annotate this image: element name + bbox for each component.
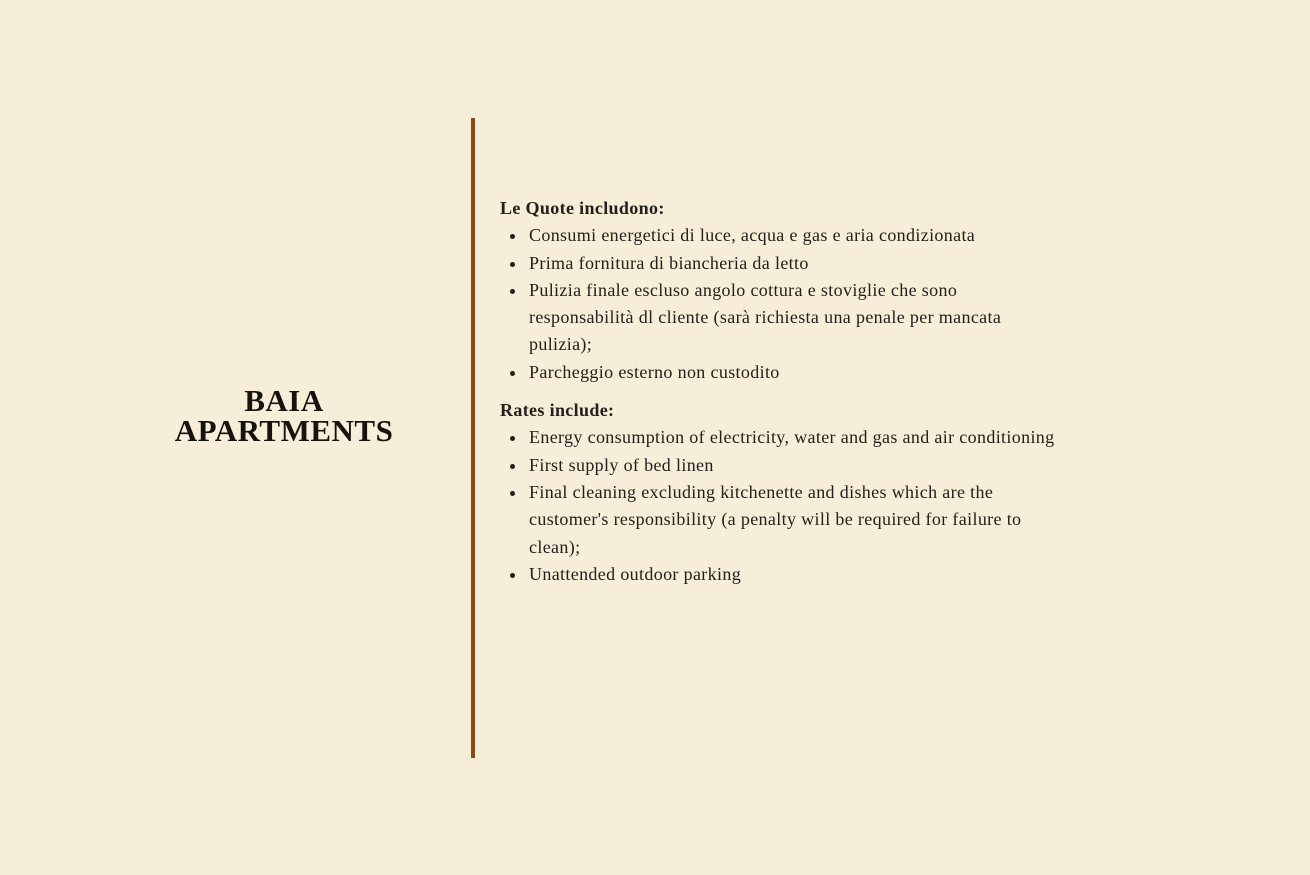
- list-item: Unattended outdoor parking: [500, 561, 1060, 588]
- list-item: Final cleaning excluding kitchenette and dishes which are the customer's responsibility (a penalty will be required for failure to clean);: [500, 479, 1060, 561]
- list-item: Energy consumption of electricity, water and gas and air conditioning: [500, 424, 1060, 451]
- list-item: Consumi energetici di luce, acqua e gas e aria condizionata: [500, 222, 1060, 249]
- list-item: Parcheggio esterno non custodito: [500, 359, 1060, 386]
- list-item: Prima fornitura di biancheria da letto: [500, 250, 1060, 277]
- list-item: Pulizia finale escluso angolo cottura e stoviglie che sono responsabilità dl cliente (sarà richiesta una penale per mancata pulizia);: [500, 277, 1060, 359]
- rates-content: [500, 195, 1060, 588]
- brand-title: [150, 383, 418, 448]
- english-rates-list: [500, 424, 1060, 588]
- italian-section-title: Le Quote includono:: [500, 198, 665, 218]
- italian-rates-list: [500, 222, 1060, 386]
- english-section-title: Rates include:: [500, 400, 615, 421]
- list-item: First supply of bed linen: [500, 452, 1060, 479]
- vertical-divider: [471, 118, 475, 758]
- brand-title-line2: APARTMENTS: [174, 413, 394, 448]
- brand-title-line1: BAIA: [244, 383, 324, 418]
